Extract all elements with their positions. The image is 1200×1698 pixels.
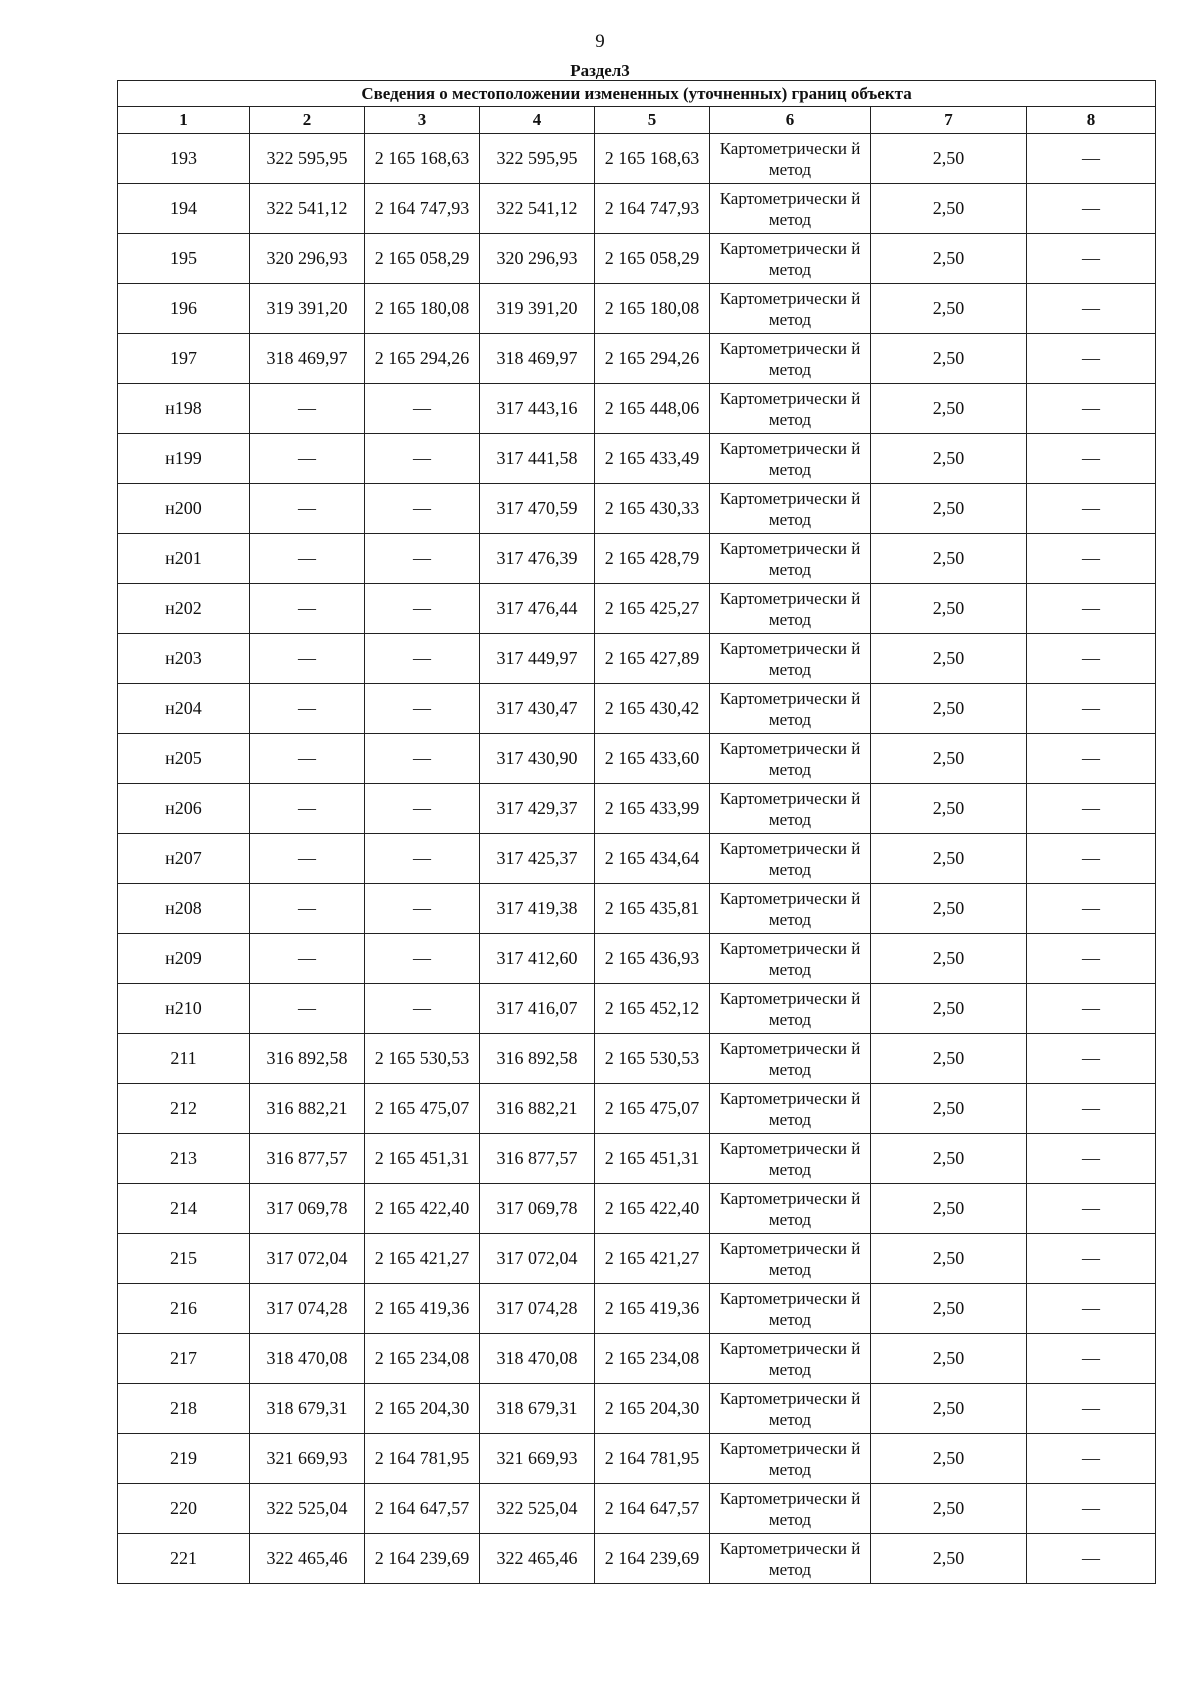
x-new-cell: 318 679,31 [480, 1384, 595, 1434]
x-old-cell: 322 525,04 [250, 1484, 365, 1534]
accuracy-cell: 2,50 [871, 184, 1027, 234]
x-old-cell: 320 296,93 [250, 234, 365, 284]
x-new-cell: 320 296,93 [480, 234, 595, 284]
y-old-cell: 2 164 747,93 [365, 184, 480, 234]
y-new-cell: 2 165 433,60 [595, 734, 710, 784]
y-old-cell: — [365, 584, 480, 634]
accuracy-cell: 2,50 [871, 1234, 1027, 1284]
method-cell: Картометрически й метод [710, 984, 871, 1034]
x-old-cell: — [250, 434, 365, 484]
note-cell: — [1027, 1384, 1156, 1434]
x-new-cell: 317 425,37 [480, 834, 595, 884]
y-old-cell: 2 165 422,40 [365, 1184, 480, 1234]
method-cell: Картометрически й метод [710, 684, 871, 734]
accuracy-cell: 2,50 [871, 884, 1027, 934]
y-new-cell: 2 165 430,42 [595, 684, 710, 734]
note-cell: — [1027, 1234, 1156, 1284]
y-new-cell: 2 165 180,08 [595, 284, 710, 334]
section-title: Раздел3 [570, 61, 630, 80]
table-row [118, 1234, 1156, 1284]
table-row [118, 1534, 1156, 1584]
accuracy-cell: 2,50 [871, 984, 1027, 1034]
y-old-cell: 2 165 475,07 [365, 1084, 480, 1134]
table-row [118, 1034, 1156, 1084]
accuracy-cell: 2,50 [871, 1134, 1027, 1184]
y-old-cell: — [365, 384, 480, 434]
x-old-cell: 316 877,57 [250, 1134, 365, 1184]
x-old-cell: — [250, 984, 365, 1034]
accuracy-cell: 2,50 [871, 1434, 1027, 1484]
accuracy-cell: 2,50 [871, 934, 1027, 984]
accuracy-cell: 2,50 [871, 834, 1027, 884]
y-old-cell: — [365, 734, 480, 784]
x-new-cell: 317 074,28 [480, 1284, 595, 1334]
table-row [118, 134, 1156, 184]
note-cell: — [1027, 234, 1156, 284]
x-new-cell: 317 449,97 [480, 634, 595, 684]
point-number: 197 [118, 334, 250, 384]
y-old-cell: 2 165 180,08 [365, 284, 480, 334]
y-new-cell: 2 165 434,64 [595, 834, 710, 884]
x-new-cell: 317 430,90 [480, 734, 595, 784]
x-new-cell: 322 465,46 [480, 1534, 595, 1584]
column-number-6: 6 [710, 107, 871, 134]
method-cell: Картометрически й метод [710, 1084, 871, 1134]
y-new-cell: 2 165 452,12 [595, 984, 710, 1034]
point-number: н206 [118, 784, 250, 834]
y-new-cell: 2 165 425,27 [595, 584, 710, 634]
y-new-cell: 2 165 427,89 [595, 634, 710, 684]
table-row [118, 634, 1156, 684]
page-number: 9 [595, 31, 605, 52]
x-old-cell: 318 679,31 [250, 1384, 365, 1434]
y-old-cell: — [365, 984, 480, 1034]
method-cell: Картометрически й метод [710, 234, 871, 284]
y-new-cell: 2 165 168,63 [595, 134, 710, 184]
y-new-cell: 2 165 428,79 [595, 534, 710, 584]
y-new-cell: 2 165 421,27 [595, 1234, 710, 1284]
y-new-cell: 2 164 747,93 [595, 184, 710, 234]
accuracy-cell: 2,50 [871, 734, 1027, 784]
table-body [118, 134, 1156, 1584]
method-cell: Картометрически й метод [710, 1484, 871, 1534]
y-old-cell: — [365, 534, 480, 584]
note-cell: — [1027, 134, 1156, 184]
x-old-cell: — [250, 884, 365, 934]
x-old-cell: 317 072,04 [250, 1234, 365, 1284]
y-new-cell: 2 165 448,06 [595, 384, 710, 434]
point-number: н203 [118, 634, 250, 684]
point-number: 196 [118, 284, 250, 334]
y-old-cell: — [365, 934, 480, 984]
point-number: н202 [118, 584, 250, 634]
method-cell: Картометрически й метод [710, 434, 871, 484]
y-new-cell: 2 165 419,36 [595, 1284, 710, 1334]
x-old-cell: — [250, 934, 365, 984]
point-number: 212 [118, 1084, 250, 1134]
x-new-cell: 316 892,58 [480, 1034, 595, 1084]
y-old-cell: 2 165 530,53 [365, 1034, 480, 1084]
x-new-cell: 317 069,78 [480, 1184, 595, 1234]
method-cell: Картометрически й метод [710, 1534, 871, 1584]
x-old-cell: — [250, 634, 365, 684]
table-row [118, 1134, 1156, 1184]
accuracy-cell: 2,50 [871, 484, 1027, 534]
note-cell: — [1027, 1484, 1156, 1534]
note-cell: — [1027, 1534, 1156, 1584]
y-new-cell: 2 165 435,81 [595, 884, 710, 934]
x-old-cell: — [250, 484, 365, 534]
accuracy-cell: 2,50 [871, 1484, 1027, 1534]
x-old-cell: 322 595,95 [250, 134, 365, 184]
accuracy-cell: 2,50 [871, 1084, 1027, 1134]
point-number: 216 [118, 1284, 250, 1334]
accuracy-cell: 2,50 [871, 1534, 1027, 1584]
x-old-cell: 316 882,21 [250, 1084, 365, 1134]
column-number-row [118, 107, 1156, 134]
method-cell: Картометрически й метод [710, 534, 871, 584]
x-new-cell: 317 470,59 [480, 484, 595, 534]
accuracy-cell: 2,50 [871, 134, 1027, 184]
table-row [118, 484, 1156, 534]
x-old-cell: — [250, 534, 365, 584]
y-old-cell: 2 165 058,29 [365, 234, 480, 284]
x-new-cell: 322 525,04 [480, 1484, 595, 1534]
table-row [118, 434, 1156, 484]
y-new-cell: 2 165 433,99 [595, 784, 710, 834]
x-old-cell: 321 669,93 [250, 1434, 365, 1484]
y-new-cell: 2 164 239,69 [595, 1534, 710, 1584]
note-cell: — [1027, 384, 1156, 434]
x-new-cell: 317 430,47 [480, 684, 595, 734]
point-number: 215 [118, 1234, 250, 1284]
table-title: Сведения о местоположении измененных (уточненных) границ объекта [118, 81, 1156, 107]
table-row [118, 584, 1156, 634]
method-cell: Картометрически й метод [710, 884, 871, 934]
table-row [118, 1484, 1156, 1534]
x-old-cell: 322 541,12 [250, 184, 365, 234]
y-old-cell: — [365, 884, 480, 934]
x-new-cell: 317 443,16 [480, 384, 595, 434]
note-cell: — [1027, 1084, 1156, 1134]
table-row [118, 534, 1156, 584]
x-old-cell: 318 469,97 [250, 334, 365, 384]
y-old-cell: — [365, 634, 480, 684]
method-cell: Картометрически й метод [710, 584, 871, 634]
x-new-cell: 322 541,12 [480, 184, 595, 234]
note-cell: — [1027, 534, 1156, 584]
y-new-cell: 2 165 475,07 [595, 1084, 710, 1134]
x-new-cell: 316 882,21 [480, 1084, 595, 1134]
table-row [118, 884, 1156, 934]
note-cell: — [1027, 884, 1156, 934]
point-number: 218 [118, 1384, 250, 1434]
table-row [118, 984, 1156, 1034]
y-new-cell: 2 165 058,29 [595, 234, 710, 284]
note-cell: — [1027, 1284, 1156, 1334]
method-cell: Картометрически й метод [710, 634, 871, 684]
method-cell: Картометрически й метод [710, 1034, 871, 1084]
column-number-5: 5 [595, 107, 710, 134]
table-row [118, 1084, 1156, 1134]
accuracy-cell: 2,50 [871, 634, 1027, 684]
point-number: н209 [118, 934, 250, 984]
method-cell: Картометрически й метод [710, 1284, 871, 1334]
table-row [118, 1334, 1156, 1384]
method-cell: Картометрически й метод [710, 784, 871, 834]
method-cell: Картометрически й метод [710, 184, 871, 234]
x-new-cell: 319 391,20 [480, 284, 595, 334]
method-cell: Картометрически й метод [710, 1334, 871, 1384]
x-old-cell: 316 892,58 [250, 1034, 365, 1084]
point-number: 195 [118, 234, 250, 284]
point-number: 221 [118, 1534, 250, 1584]
y-old-cell: — [365, 784, 480, 834]
note-cell: — [1027, 1184, 1156, 1234]
point-number: 220 [118, 1484, 250, 1534]
point-number: н201 [118, 534, 250, 584]
table-row [118, 234, 1156, 284]
y-old-cell: 2 165 419,36 [365, 1284, 480, 1334]
accuracy-cell: 2,50 [871, 384, 1027, 434]
note-cell: — [1027, 1334, 1156, 1384]
x-new-cell: 317 072,04 [480, 1234, 595, 1284]
point-number: 211 [118, 1034, 250, 1084]
table-row [118, 834, 1156, 884]
x-old-cell: 317 074,28 [250, 1284, 365, 1334]
x-new-cell: 317 412,60 [480, 934, 595, 984]
point-number: 217 [118, 1334, 250, 1384]
y-new-cell: 2 165 294,26 [595, 334, 710, 384]
method-cell: Картометрически й метод [710, 734, 871, 784]
table-row [118, 684, 1156, 734]
x-new-cell: 321 669,93 [480, 1434, 595, 1484]
method-cell: Картометрически й метод [710, 834, 871, 884]
x-new-cell: 317 429,37 [480, 784, 595, 834]
y-old-cell: 2 164 781,95 [365, 1434, 480, 1484]
point-number: н199 [118, 434, 250, 484]
x-old-cell: — [250, 684, 365, 734]
note-cell: — [1027, 684, 1156, 734]
method-cell: Картометрически й метод [710, 1434, 871, 1484]
y-old-cell: 2 164 239,69 [365, 1534, 480, 1584]
accuracy-cell: 2,50 [871, 234, 1027, 284]
y-old-cell: 2 165 421,27 [365, 1234, 480, 1284]
x-old-cell: 319 391,20 [250, 284, 365, 334]
y-new-cell: 2 165 234,08 [595, 1334, 710, 1384]
x-old-cell: 322 465,46 [250, 1534, 365, 1584]
note-cell: — [1027, 284, 1156, 334]
column-number-4: 4 [480, 107, 595, 134]
note-cell: — [1027, 784, 1156, 834]
column-number-1: 1 [118, 107, 250, 134]
method-cell: Картометрически й метод [710, 334, 871, 384]
y-new-cell: 2 165 451,31 [595, 1134, 710, 1184]
point-number: н205 [118, 734, 250, 784]
method-cell: Картометрически й метод [710, 1134, 871, 1184]
table-row [118, 1434, 1156, 1484]
accuracy-cell: 2,50 [871, 534, 1027, 584]
y-old-cell: 2 165 451,31 [365, 1134, 480, 1184]
method-cell: Картометрически й метод [710, 1234, 871, 1284]
method-cell: Картометрически й метод [710, 934, 871, 984]
point-number: 194 [118, 184, 250, 234]
y-old-cell: 2 165 204,30 [365, 1384, 480, 1434]
x-old-cell: — [250, 784, 365, 834]
point-number: н207 [118, 834, 250, 884]
table-title-row [118, 81, 1156, 107]
note-cell: — [1027, 634, 1156, 684]
x-new-cell: 317 476,44 [480, 584, 595, 634]
accuracy-cell: 2,50 [871, 684, 1027, 734]
note-cell: — [1027, 834, 1156, 884]
y-old-cell: — [365, 834, 480, 884]
accuracy-cell: 2,50 [871, 434, 1027, 484]
x-new-cell: 317 419,38 [480, 884, 595, 934]
note-cell: — [1027, 484, 1156, 534]
point-number: 213 [118, 1134, 250, 1184]
note-cell: — [1027, 734, 1156, 784]
y-old-cell: 2 165 294,26 [365, 334, 480, 384]
accuracy-cell: 2,50 [871, 1184, 1027, 1234]
method-cell: Картометрически й метод [710, 1384, 871, 1434]
y-new-cell: 2 165 530,53 [595, 1034, 710, 1084]
note-cell: — [1027, 1034, 1156, 1084]
y-new-cell: 2 165 430,33 [595, 484, 710, 534]
note-cell: — [1027, 334, 1156, 384]
accuracy-cell: 2,50 [871, 584, 1027, 634]
point-number: 219 [118, 1434, 250, 1484]
x-old-cell: — [250, 734, 365, 784]
x-new-cell: 322 595,95 [480, 134, 595, 184]
note-cell: — [1027, 934, 1156, 984]
table-row [118, 284, 1156, 334]
note-cell: — [1027, 1434, 1156, 1484]
note-cell: — [1027, 1134, 1156, 1184]
y-new-cell: 2 165 422,40 [595, 1184, 710, 1234]
table-row [118, 1184, 1156, 1234]
table-row [118, 784, 1156, 834]
x-new-cell: 317 416,07 [480, 984, 595, 1034]
y-old-cell: 2 165 234,08 [365, 1334, 480, 1384]
boundary-coordinates-table [117, 80, 1156, 1584]
table-row [118, 334, 1156, 384]
point-number: н204 [118, 684, 250, 734]
method-cell: Картометрически й метод [710, 1184, 871, 1234]
table-row [118, 934, 1156, 984]
x-old-cell: — [250, 834, 365, 884]
y-new-cell: 2 164 781,95 [595, 1434, 710, 1484]
accuracy-cell: 2,50 [871, 1034, 1027, 1084]
y-old-cell: — [365, 484, 480, 534]
x-new-cell: 318 470,08 [480, 1334, 595, 1384]
accuracy-cell: 2,50 [871, 1284, 1027, 1334]
x-old-cell: 317 069,78 [250, 1184, 365, 1234]
accuracy-cell: 2,50 [871, 1334, 1027, 1384]
x-new-cell: 318 469,97 [480, 334, 595, 384]
y-old-cell: — [365, 434, 480, 484]
point-number: н210 [118, 984, 250, 1034]
accuracy-cell: 2,50 [871, 1384, 1027, 1434]
x-new-cell: 317 476,39 [480, 534, 595, 584]
accuracy-cell: 2,50 [871, 334, 1027, 384]
point-number: н198 [118, 384, 250, 434]
column-number-3: 3 [365, 107, 480, 134]
y-old-cell: — [365, 684, 480, 734]
method-cell: Картометрически й метод [710, 134, 871, 184]
table-row [118, 1284, 1156, 1334]
point-number: н208 [118, 884, 250, 934]
point-number: н200 [118, 484, 250, 534]
method-cell: Картометрически й метод [710, 384, 871, 434]
note-cell: — [1027, 434, 1156, 484]
point-number: 214 [118, 1184, 250, 1234]
table-row [118, 1384, 1156, 1434]
y-old-cell: 2 165 168,63 [365, 134, 480, 184]
x-new-cell: 317 441,58 [480, 434, 595, 484]
column-number-8: 8 [1027, 107, 1156, 134]
y-new-cell: 2 165 436,93 [595, 934, 710, 984]
point-number: 193 [118, 134, 250, 184]
y-old-cell: 2 164 647,57 [365, 1484, 480, 1534]
x-new-cell: 316 877,57 [480, 1134, 595, 1184]
note-cell: — [1027, 184, 1156, 234]
table-row [118, 184, 1156, 234]
x-old-cell: 318 470,08 [250, 1334, 365, 1384]
accuracy-cell: 2,50 [871, 284, 1027, 334]
y-new-cell: 2 164 647,57 [595, 1484, 710, 1534]
method-cell: Картометрически й метод [710, 484, 871, 534]
y-new-cell: 2 165 204,30 [595, 1384, 710, 1434]
table-row [118, 384, 1156, 434]
column-number-7: 7 [871, 107, 1027, 134]
method-cell: Картометрически й метод [710, 284, 871, 334]
table-row [118, 734, 1156, 784]
accuracy-cell: 2,50 [871, 784, 1027, 834]
x-old-cell: — [250, 584, 365, 634]
note-cell: — [1027, 984, 1156, 1034]
x-old-cell: — [250, 384, 365, 434]
column-number-2: 2 [250, 107, 365, 134]
y-new-cell: 2 165 433,49 [595, 434, 710, 484]
note-cell: — [1027, 584, 1156, 634]
